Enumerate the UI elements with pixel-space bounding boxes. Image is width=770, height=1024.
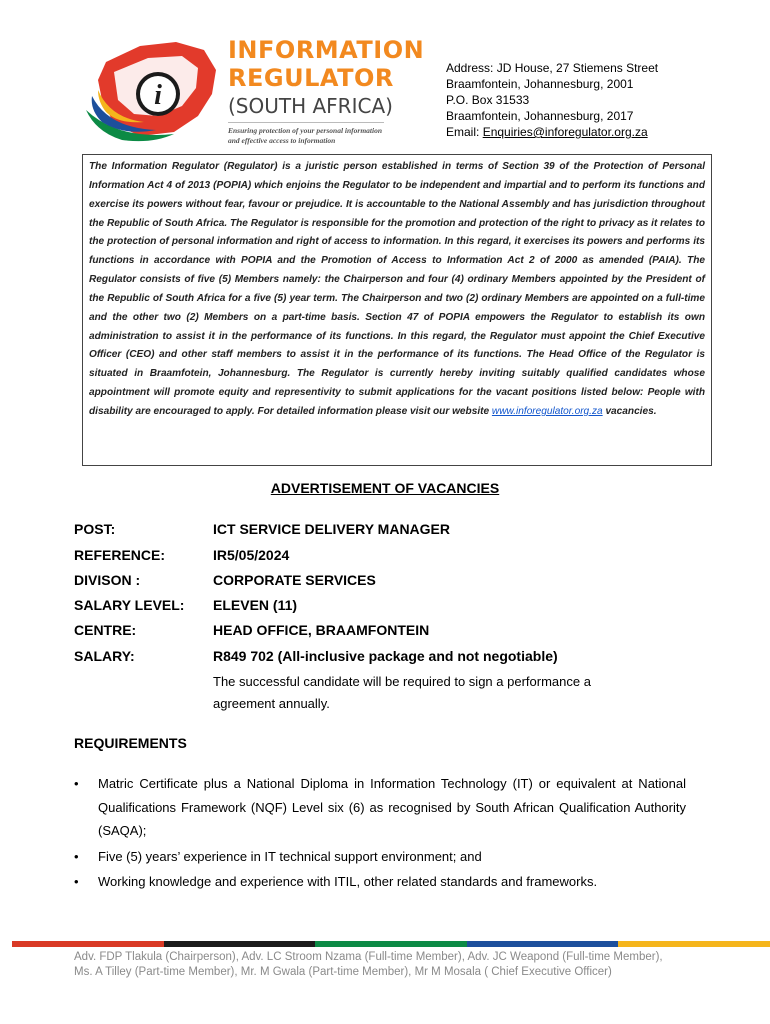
address-email-line	[446, 124, 658, 140]
logo-title-line1: INFORMATION	[228, 36, 425, 64]
address-line2: Braamfontein, Johannesburg, 2001	[446, 77, 634, 91]
centre-value: HEAD OFFICE, BRAAMFONTEIN	[213, 622, 430, 638]
flag-segment-red	[12, 941, 164, 947]
requirement-text: Matric Certificate plus a National Diploma in Information Technology (IT) or equivalent at National Qualifications Framework (NQF) Level six (6) as recognised by South African Qualification Authority (SAQA);	[98, 776, 686, 838]
requirement-item	[74, 845, 686, 869]
logo-tagline-line2: and effective access to information	[228, 136, 336, 145]
flag-segment-yellow	[618, 941, 770, 947]
requirements-title: REQUIREMENTS	[74, 735, 187, 751]
logo-mark-icon	[78, 36, 228, 148]
centre-label: CENTRE:	[74, 622, 137, 638]
requirement-item	[74, 772, 686, 843]
email-link[interactable]: Enquiries@inforegulator.org.za	[482, 125, 648, 139]
flag-color-bar	[12, 941, 770, 947]
information-regulator-logo	[78, 36, 425, 148]
flag-segment-blue	[467, 941, 619, 947]
requirements-list	[74, 772, 686, 896]
logo-tagline	[228, 126, 382, 146]
address-line3: P.O. Box 31533	[446, 93, 530, 107]
website-link[interactable]: www.inforegulator.org.za	[491, 405, 603, 417]
address-line1: Address: JD House, 27 Stiemens Street	[446, 61, 659, 75]
intro-box	[82, 154, 712, 466]
post-label: POST:	[74, 521, 116, 537]
email-label: Email:	[446, 125, 483, 139]
requirement-text: Working knowledge and experience with ITIL, other related standards and frameworks.	[98, 874, 598, 889]
salary-note: The successful candidate will be required to sign a performance a agreement annually.	[213, 674, 591, 711]
bullet-icon: •	[74, 776, 79, 791]
salary-label: SALARY:	[74, 648, 135, 664]
flag-segment-green	[315, 941, 467, 947]
division-label: DIVISON :	[74, 572, 141, 588]
bullet-icon: •	[74, 848, 79, 864]
logo-title-line2: REGULATOR	[228, 64, 394, 92]
requirement-text: Five (5) years’ experience in IT technical support environment; and	[98, 848, 482, 864]
post-value: ICT SERVICE DELIVERY MANAGER	[213, 521, 451, 537]
logo-tagline-line1: Ensuring protection of your personal information	[228, 126, 382, 135]
reference-label: REFERENCE:	[74, 547, 166, 563]
logo-subtitle: (SOUTH AFRICA)	[228, 94, 393, 118]
flag-segment-black	[164, 941, 316, 947]
requirement-item	[74, 870, 686, 894]
bullet-icon: •	[74, 874, 79, 889]
logo-divider	[228, 122, 384, 123]
intro-text: The Information Regulator (Regulator) is a juristic person established in terms of Section 39 of the Protection of Personal Information Act 4 of 2013 (POPIA) which enjoins the Regulator to be independent and impartial and to perform its functions and exercise its powers without fear, favour or prejudice. It is accountable to the National Assembly and has jurisdiction throughout the Republic of South Africa. The Regulator is responsible for the promotion and protection of the right to privacy as it relates to the protection of personal information and right of access to information. In this regard, it exercises its powers and performs its functions in accordance with POPIA and the Promotion of Access to Information Act 2 of 2000 as amended (PAIA). The Regulator consists of five (5) Members namely: the Chairperson and four (4) ordinary Members appointed by the President of the Republic of South Africa for a five (5) year term. The Chairperson and two (2) ordinary Members are appointed on a full-time and the other two (2) Members on a part-time basis. Section 47 of POPIA empowers the Regulator to establish its own administration to assist it in the performance of its functions. In this regard, the Regulator must appoint the Chief Executive Officer (CEO) and other staff members to assist it in the performance of its functions. The Head Office of the Regulator is situated in Braamfotein, Johannesburg. The Regulator is currently hereby inviting suitably qualified candidates whose appointment will promote equity and representivity to submit applications for the vacant positions listed below: People with disability are encouraged to apply. For detailed information please visit our website	[89, 161, 705, 417]
address-block	[446, 60, 658, 140]
division-value: CORPORATE SERVICES	[213, 572, 376, 588]
reference-value: IR5/05/2024	[213, 547, 290, 563]
footer-members: Adv. FDP Tlakula (Chairperson), Adv. LC Stroom Nzama (Full-time Member), Adv. JC Weapond (Full-time Member), Ms. A Tilley (Part-time Member), Mr. M Gwala (Part-time Member), Mr M Mosala ( Chief Executive Officer)	[74, 951, 663, 978]
intro-suffix: vacancies.	[602, 405, 657, 417]
address-line4: Braamfontein, Johannesburg, 2017	[446, 109, 634, 123]
salary-level-value: ELEVEN (11)	[213, 597, 298, 613]
salary-value: R849 702 (All-inclusive package and not negotiable)	[213, 648, 558, 664]
logo-mark-letter: i	[154, 80, 162, 111]
page-title: ADVERTISEMENT OF VACANCIES	[270, 480, 500, 496]
salary-level-label: SALARY LEVEL:	[74, 597, 185, 613]
